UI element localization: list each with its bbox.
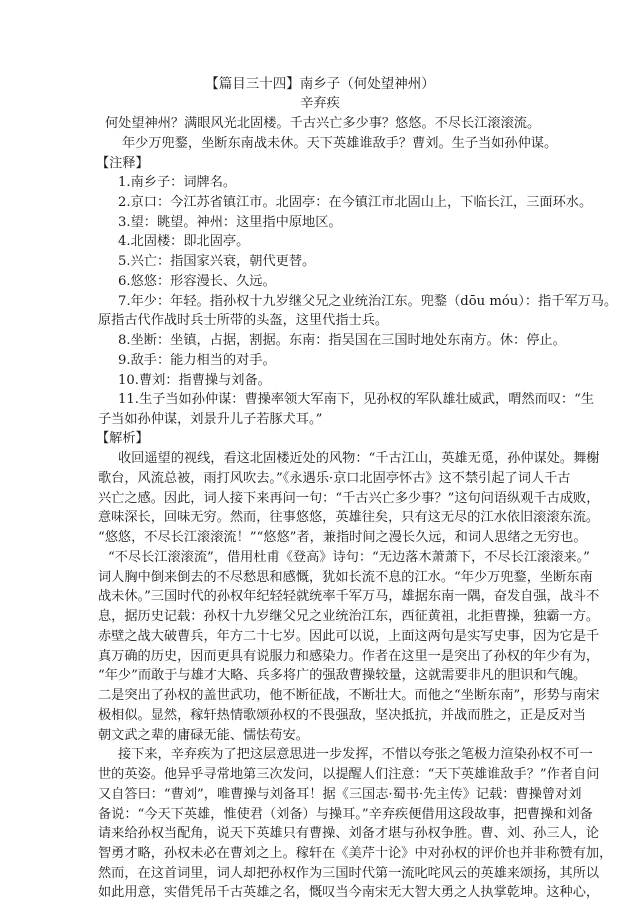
note-item: 11.生子当如孙仲谋：曹操率领大军南下，见孙权的军队雄壮威武，喟然而叹：“生 (118, 392, 595, 407)
analysis-line: 意味深长，回味无穷。然而，往事悠悠，英雄往矣，只有这无尽的江水依旧滚滚东流。 (98, 510, 600, 525)
analysis-line: 赤壁之战大破曹兵，年方二十七岁。因此可以说，上面这两句是实写史事，因为它是千 (98, 629, 600, 644)
analysis-line: 息，据历史记载：孙权十九岁继父兄之业统治江东，西征黄祖，北拒曹操，独霸一方。 (98, 609, 600, 624)
analysis-line: 真万确的历史，因而更具有说服力和感染力。作者在这里一是突出了孙权的年少有为， (98, 649, 600, 664)
poem-line: 何处望神州？满眼风光北固楼。千古兴亡多少事？悠悠。不尽长江滚滚流。 (105, 116, 541, 131)
note-item: 6.悠悠：形容漫长、久远。 (118, 274, 276, 289)
note-item: 子当如孙仲谋，刘景升儿子若豚犬耳。” (98, 412, 323, 427)
analysis-line: 世的英姿。他异乎寻常地第三次发问，以提醒人们注意：“天下英雄谁敌手？”作者自问 (98, 767, 600, 782)
analysis-line: “悠悠，不尽长江滚滚流！”“悠悠”者，兼指时间之漫长久远，和词人思绪之无穷也。 (98, 530, 587, 545)
analysis-line: 词人胸中倒来倒去的不尽愁思和感慨，犹如长流不息的江水。“年少万兜鍪，坐断东南 (98, 570, 593, 585)
analysis-line: 接下来，辛弃疾为了把这层意思进一步发挥，不惜以夸张之笔极力渲染孙权不可一 (118, 747, 593, 762)
analysis-line: 兴亡之感。因此，词人接下来再问一句：“千古兴亡多少事？”这句问语纵观千古成败， (98, 491, 600, 506)
analysis-line: 战未休。”三国时代的孙权年纪轻轻就统率千军万马，雄据东南一隅，奋发自强，战斗不 (98, 589, 600, 604)
analysis-line: 极相似。显然，稼轩热情歌颂孙权的不畏强敌，坚决抵抗，并战而胜之，正是反对当 (98, 708, 586, 723)
note-item: 7.年少：年轻。指孙权十九岁继父兄之业统治江东。兜鍪（dōu móu）：指千军万马。 (118, 294, 618, 309)
analysis-line: 歌台，风流总被，雨打风吹去。”《永遇乐·京口北固亭怀古》这不禁引起了词人千古 (98, 471, 571, 486)
analysis-heading: 【解析】 (96, 431, 149, 446)
analysis-line: “年少”而敢于与雄才大略、兵多将广的强敌曹操较量，这就需要非凡的胆识和气魄。 (98, 668, 587, 683)
analysis-line: 智勇才略，孙权未必在曹刘之上。稼轩在《美芹十论》中对孙权的评价也并非称赞有加， (98, 846, 613, 861)
poem-line: 年少万兜鍪，坐断东南战未休。天下英雄谁敌手？曹刘。生子当如孙仲谋。 (122, 136, 558, 151)
note-item: 8.坐断：坐镇，占据，割据。东南：指吴国在三国时地处东南方。休：停止。 (118, 333, 566, 348)
note-item: 3.望：眺望。神州：这里指中原地区。 (118, 215, 342, 230)
analysis-line: 然而，在这首词里，词人却把孙权作为三国时代第一流叱咤风云的英雄来颂扬，其所以 (98, 866, 600, 881)
analysis-line: 如此用意，实借凭吊千古英雄之名，慨叹当今南宋无大智大勇之人执掌乾坤。这种心， (98, 885, 600, 900)
analysis-line: 朝文武之辈的庸碌无能、懦怯苟安。 (98, 728, 309, 743)
note-item: 5.兴亡：指国家兴衰，朝代更替。 (118, 254, 316, 269)
note-item: 4.北固楼：即北固亭。 (118, 234, 250, 249)
note-item: 原指古代作战时兵士所带的头盔，这里代指士兵。 (98, 313, 389, 328)
notes-heading: 【注释】 (96, 156, 149, 171)
analysis-line: “不尽长江滚滚流”，借用杜甫《登高》诗句：“无边落木萧萧下，不尽长江滚滚来。” (108, 550, 590, 565)
analysis-line: 又自答曰：“曹刘”，唯曹操与刘备耳！据《三国志·蜀书·先主传》记载：曹操曾对刘 (98, 787, 582, 802)
note-item: 10.曹刘：指曹操与刘备。 (118, 373, 271, 388)
analysis-line: 请来给孙权当配角，说天下英雄只有曹操、刘备才堪与孙权争胜。曹、刘、孙三人，论 (98, 826, 600, 841)
analysis-line: 收回遥望的视线，看这北固楼近处的风物：“千古江山，英雄无觅，孙仲谋处。舞榭 (118, 451, 600, 466)
analysis-line: 二是突出了孙权的盖世武功，他不断征战，不断壮大。而他之“坐断东南”，形势与南宋 (98, 688, 600, 703)
poem-author: 辛弃疾 (300, 96, 340, 111)
analysis-line: 备说：“今天下英雄，惟使君（刘备）与操耳。”辛弃疾便借用这段故事，把曹操和刘备 (98, 807, 593, 822)
note-item: 2.京口：今江苏省镇江市。北固亭：在今镇江市北固山上，下临长江，三面环水。 (118, 195, 593, 210)
note-item: 1.南乡子：词牌名。 (118, 175, 237, 190)
poem-title: 【篇目三十四】南乡子（何处望神州） (205, 76, 435, 92)
note-item: 9.敌手：能力相当的对手。 (118, 353, 276, 368)
